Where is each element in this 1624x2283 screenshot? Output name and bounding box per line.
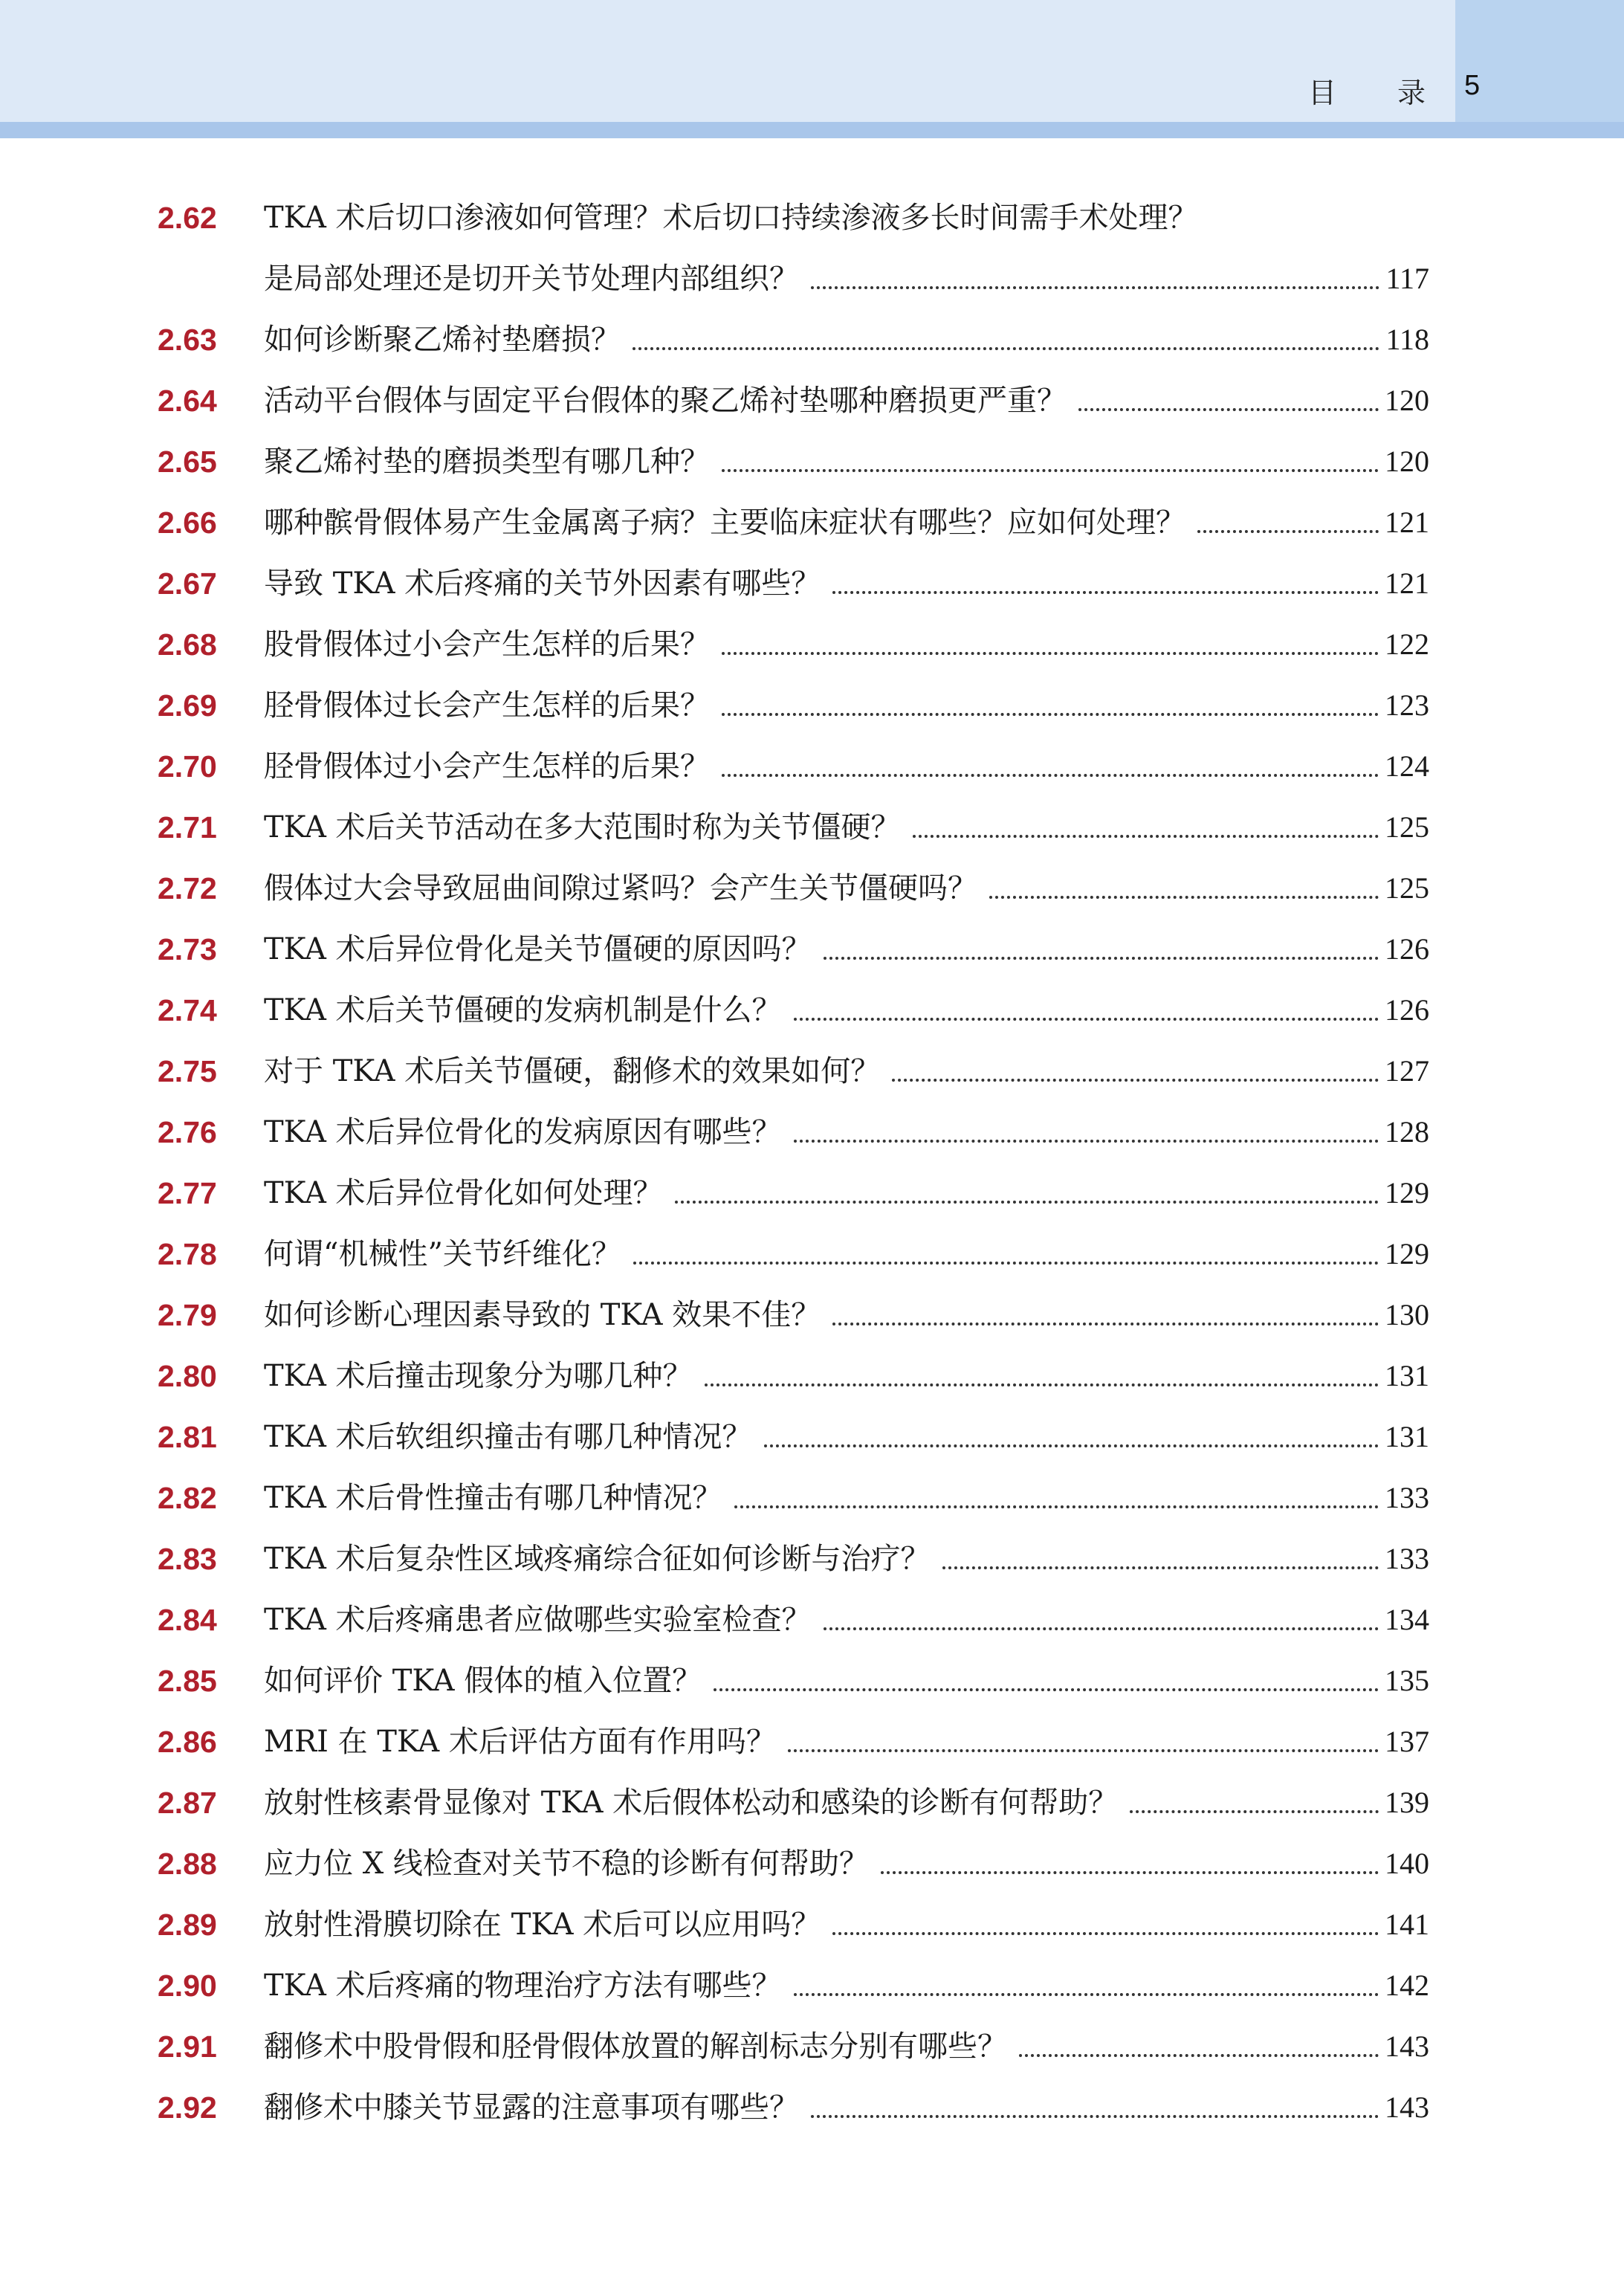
entry-title: TKA 术后骨性撞击有哪几种情况？ — [264, 1481, 722, 1515]
entry-page: 134 — [1385, 1603, 1429, 1636]
entry-page: 137 — [1385, 1725, 1429, 1758]
entry-title: 如何诊断心理因素导致的 TKA 效果不佳？ — [264, 1298, 821, 1332]
entry-line — [264, 980, 1429, 1041]
entry-page: 133 — [1385, 1542, 1429, 1575]
entry-page: 133 — [1385, 1481, 1429, 1514]
toc-entry[interactable] — [0, 1772, 1624, 1833]
entry-line — [264, 370, 1429, 431]
entry-line — [264, 1102, 1429, 1163]
entry-title: 如何评价 TKA 假体的植入位置？ — [264, 1664, 702, 1698]
entry-number: 2.81 — [158, 1420, 217, 1454]
entry-title-line-1 — [264, 187, 1198, 248]
entry-line — [264, 614, 1429, 675]
toc-entry[interactable] — [0, 2077, 1624, 2138]
dot-leader — [633, 1262, 1379, 1265]
toc-entry[interactable] — [0, 980, 1624, 1041]
dot-leader — [722, 774, 1379, 777]
toc-entry-continuation[interactable] — [0, 248, 1624, 309]
toc-entry[interactable] — [0, 2016, 1624, 2077]
dot-leader — [734, 1505, 1379, 1508]
entry-page: 122 — [1385, 627, 1429, 661]
entry-line — [264, 1589, 1429, 1650]
entry-page: 121 — [1385, 566, 1429, 600]
dot-leader — [794, 1140, 1379, 1143]
entry-line — [264, 1346, 1429, 1407]
entry-number: 2.87 — [158, 1786, 217, 1820]
entry-line — [264, 675, 1429, 736]
entry-page: 127 — [1385, 1054, 1429, 1088]
entry-title: TKA 术后疼痛的物理治疗方法有哪些？ — [264, 1969, 782, 2003]
entry-page: 135 — [1385, 1664, 1429, 1697]
entry-number: 2.77 — [158, 1176, 217, 1210]
dot-leader — [1197, 530, 1379, 533]
entry-page: 126 — [1385, 993, 1429, 1027]
dot-leader — [1130, 1810, 1379, 1813]
entry-title: TKA 术后异位骨化是关节僵硬的原因吗？ — [264, 932, 812, 966]
entry-number: 2.71 — [158, 810, 217, 845]
dot-leader — [722, 713, 1379, 716]
toc-entry[interactable] — [0, 431, 1624, 492]
entry-number: 2.90 — [158, 1969, 217, 2003]
entry-number: 2.65 — [158, 445, 217, 479]
entry-page: 142 — [1385, 1969, 1429, 2002]
entry-number: 2.88 — [158, 1847, 217, 1881]
entry-title: 翻修术中股骨假和胫骨假体放置的解剖标志分别有哪些？ — [264, 2029, 1007, 2064]
entry-number: 2.82 — [158, 1481, 217, 1515]
entry-title: 放射性核素骨显像对 TKA 术后假体松动和感染的诊断有何帮助？ — [264, 1786, 1119, 1820]
entry-number: 2.69 — [158, 688, 217, 723]
entry-line — [264, 309, 1429, 370]
toc-entry[interactable] — [0, 553, 1624, 614]
entry-line — [264, 1894, 1429, 1955]
header-title-char-1: 目 — [1308, 77, 1337, 109]
dot-leader — [788, 1749, 1379, 1752]
dot-leader — [811, 2115, 1379, 2118]
entry-title: 聚乙烯衬垫的磨损类型有哪几种？ — [264, 445, 710, 479]
dot-leader — [989, 896, 1379, 899]
entry-line — [264, 1833, 1429, 1894]
toc-entry[interactable] — [0, 797, 1624, 858]
entry-title: 是局部处理还是切开关节处理内部组织？ — [264, 262, 799, 296]
entry-title: TKA 术后关节活动在多大范围时称为关节僵硬？ — [264, 810, 901, 845]
entry-page: 124 — [1385, 749, 1429, 783]
entry-page: 143 — [1385, 2029, 1429, 2063]
entry-page: 123 — [1385, 688, 1429, 722]
entry-title: 活动平台假体与固定平台假体的聚乙烯衬垫哪种磨损更严重？ — [264, 384, 1067, 418]
entry-page: 126 — [1385, 932, 1429, 966]
entry-line — [264, 1528, 1429, 1589]
toc-entry[interactable] — [0, 736, 1624, 797]
toc-entry[interactable] — [0, 1163, 1624, 1224]
entry-title: 如何诊断聚乙烯衬垫磨损？ — [264, 323, 621, 357]
entry-page: 141 — [1385, 1908, 1429, 1941]
toc-entry[interactable] — [0, 1285, 1624, 1346]
entry-line — [264, 1407, 1429, 1467]
dot-leader — [881, 1871, 1379, 1874]
toc-entry[interactable] — [0, 370, 1624, 431]
dot-leader — [832, 1932, 1379, 1935]
entry-page: 118 — [1385, 323, 1429, 356]
entry-number: 2.85 — [158, 1664, 217, 1698]
entry-title: MRI 在 TKA 术后评估方面有作用吗？ — [264, 1725, 776, 1759]
toc-entry[interactable] — [0, 309, 1624, 370]
entry-title: TKA 术后疼痛患者应做哪些实验室检查？ — [264, 1603, 812, 1637]
entry-title: TKA 术后关节僵硬的发病机制是什么？ — [264, 993, 782, 1027]
entry-title: 对于 TKA 术后关节僵硬，翻修术的效果如何？ — [264, 1054, 881, 1088]
dot-leader — [832, 1323, 1379, 1325]
entry-number: 2.80 — [158, 1359, 217, 1393]
toc-entry[interactable] — [0, 1955, 1624, 2016]
entry-number: 2.70 — [158, 749, 217, 784]
entry-page: 140 — [1385, 1847, 1429, 1880]
dot-leader — [824, 957, 1379, 960]
entry-title: TKA 术后切口渗液如何管理？术后切口持续渗液多长时间需手术处理？ — [264, 201, 1198, 235]
toc-entry[interactable] — [0, 1894, 1624, 1955]
entry-page: 130 — [1385, 1298, 1429, 1331]
entry-title: 放射性滑膜切除在 TKA 术后可以应用吗？ — [264, 1908, 821, 1942]
entry-number: 2.62 — [158, 201, 217, 235]
entry-number: 2.78 — [158, 1237, 217, 1271]
page-number: 5 — [1464, 70, 1481, 101]
entry-number: 2.84 — [158, 1603, 217, 1637]
entry-page: 128 — [1385, 1115, 1429, 1149]
entry-title-line-2 — [264, 248, 1429, 309]
entry-number: 2.76 — [158, 1115, 217, 1149]
entry-number: 2.75 — [158, 1054, 217, 1088]
entry-title: TKA 术后复杂性区域疼痛综合征如何诊断与治疗？ — [264, 1542, 931, 1576]
entry-line — [264, 919, 1429, 980]
dot-leader — [913, 835, 1379, 838]
entry-page: 120 — [1385, 384, 1429, 417]
dot-leader — [1019, 2054, 1379, 2057]
entry-page: 121 — [1385, 506, 1429, 539]
entry-page: 120 — [1385, 445, 1429, 478]
dot-leader — [794, 1018, 1379, 1021]
header-title-char-2: 录 — [1397, 77, 1426, 109]
dot-leader — [942, 1566, 1379, 1569]
entry-number: 2.86 — [158, 1725, 217, 1759]
toc-entry[interactable] — [0, 187, 1624, 248]
entry-page: 129 — [1385, 1176, 1429, 1210]
entry-page: 143 — [1385, 2090, 1429, 2124]
toc-entry[interactable] — [0, 614, 1624, 675]
entry-page: 131 — [1385, 1359, 1429, 1392]
dot-leader — [675, 1201, 1379, 1204]
entry-title: TKA 术后软组织撞击有哪几种情况？ — [264, 1420, 752, 1454]
toc-entry[interactable] — [0, 492, 1624, 553]
entry-number: 2.89 — [158, 1908, 217, 1942]
entry-title: TKA 术后异位骨化的发病原因有哪些？ — [264, 1115, 782, 1149]
entry-line — [264, 1955, 1429, 2016]
toc-entry[interactable] — [0, 1650, 1624, 1711]
entry-line — [264, 1467, 1429, 1528]
toc-entry[interactable] — [0, 919, 1624, 980]
entry-title: 导致 TKA 术后疼痛的关节外因素有哪些？ — [264, 566, 821, 601]
toc-entry[interactable] — [0, 1102, 1624, 1163]
toc-entry[interactable] — [0, 1528, 1624, 1589]
entry-line — [264, 1711, 1429, 1772]
entry-line — [264, 1772, 1429, 1833]
entry-number: 2.92 — [158, 2090, 217, 2125]
entry-line — [264, 2016, 1429, 2077]
toc-entry[interactable] — [0, 858, 1624, 919]
entry-page: 131 — [1385, 1420, 1429, 1453]
entry-page: 117 — [1385, 262, 1429, 295]
entry-line — [264, 1285, 1429, 1346]
entry-title: TKA 术后异位骨化如何处理？ — [264, 1176, 663, 1210]
entry-line — [264, 736, 1429, 797]
entry-line — [264, 1163, 1429, 1224]
entry-number: 2.68 — [158, 627, 217, 662]
dot-leader — [714, 1688, 1379, 1691]
entry-page: 129 — [1385, 1237, 1429, 1270]
dot-leader — [633, 347, 1379, 350]
toc-entry[interactable] — [0, 1711, 1624, 1772]
entry-number: 2.83 — [158, 1542, 217, 1576]
entry-number: 2.72 — [158, 871, 217, 905]
dot-leader — [811, 286, 1379, 289]
entry-line — [264, 2077, 1429, 2138]
toc-entry[interactable] — [0, 1346, 1624, 1407]
dot-leader — [705, 1383, 1379, 1386]
entry-line — [264, 431, 1429, 492]
entry-title: 胫骨假体过长会产生怎样的后果？ — [264, 688, 710, 723]
toc-entry[interactable] — [0, 1467, 1624, 1528]
entry-line — [264, 492, 1429, 553]
entry-line — [264, 797, 1429, 858]
dot-leader — [1078, 408, 1379, 411]
toc-entry[interactable] — [0, 1224, 1624, 1285]
toc-entry[interactable] — [0, 1833, 1624, 1894]
entry-title: 应力位 X 线检查对关节不稳的诊断有何帮助？ — [264, 1847, 869, 1881]
entry-number: 2.66 — [158, 506, 217, 540]
entry-number: 2.79 — [158, 1298, 217, 1332]
toc-entry[interactable] — [0, 1407, 1624, 1467]
entry-line — [264, 553, 1429, 614]
entry-line — [264, 1650, 1429, 1711]
entry-number: 2.91 — [158, 2029, 217, 2064]
entry-page: 125 — [1385, 871, 1429, 905]
entry-number: 2.64 — [158, 384, 217, 418]
entry-page: 125 — [1385, 810, 1429, 844]
toc-entry[interactable] — [0, 1589, 1624, 1650]
dot-leader — [832, 591, 1379, 594]
toc-entry[interactable] — [0, 675, 1624, 736]
entry-title: 假体过大会导致屈曲间隙过紧吗？会产生关节僵硬吗？ — [264, 871, 977, 905]
entry-title: 股骨假体过小会产生怎样的后果？ — [264, 627, 710, 662]
entry-title: 翻修术中膝关节显露的注意事项有哪些？ — [264, 2090, 799, 2125]
entry-page: 139 — [1385, 1786, 1429, 1819]
toc-entry[interactable] — [0, 1041, 1624, 1102]
dot-leader — [824, 1627, 1379, 1630]
dot-leader — [794, 1993, 1379, 1996]
entry-number: 2.67 — [158, 566, 217, 601]
entry-number: 2.73 — [158, 932, 217, 966]
entry-line — [264, 1224, 1429, 1285]
entry-line — [264, 858, 1429, 919]
dot-leader — [722, 469, 1379, 472]
entry-title: 何谓“机械性”关节纤维化？ — [264, 1237, 621, 1271]
entry-title: TKA 术后撞击现象分为哪几种？ — [264, 1359, 693, 1393]
entry-title: 胫骨假体过小会产生怎样的后果？ — [264, 749, 710, 784]
dot-leader — [892, 1079, 1379, 1082]
entry-title: 哪种髌骨假体易产生金属离子病？主要临床症状有哪些？应如何处理？ — [264, 506, 1185, 540]
dot-leader — [722, 652, 1379, 655]
entry-line — [264, 1041, 1429, 1102]
entry-number: 2.74 — [158, 993, 217, 1027]
entry-number: 2.63 — [158, 323, 217, 357]
dot-leader — [764, 1444, 1379, 1447]
